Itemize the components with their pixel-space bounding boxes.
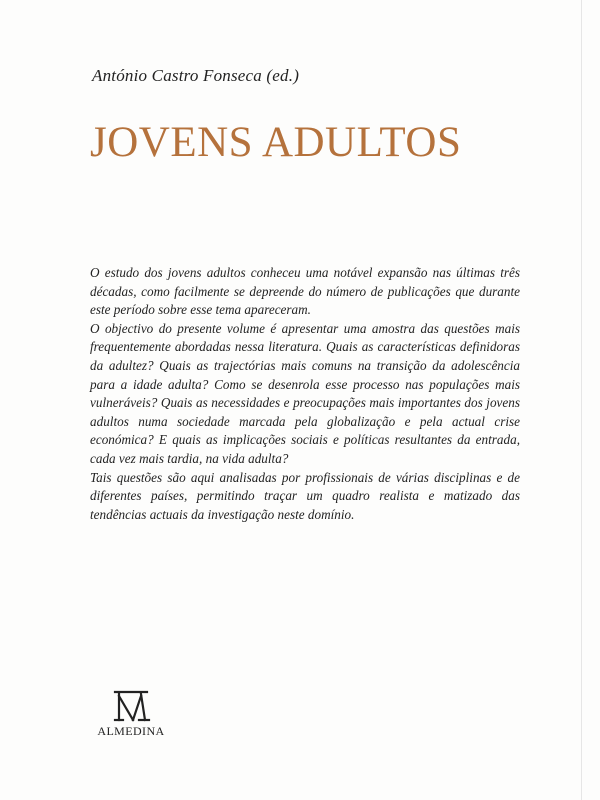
blurb-paragraph-2: O objectivo do presente volume é apresentar uma amostra das questões mais frequentemente abordadas nessa literatura. Quais as características definidoras da adultez? Quais as trajectórias mais comuns na transição da adolescência para a idade adulta? Como se desenrola esse processo nas populações mais vulneráveis? Quais as necessidades e preocupações mais importantes dos jovens adultos numa sociedade marcada pela globalização e pela actual crise económica? E quais as implicações sociais e políticas resultantes da entrada, cada vez mais tardia, na vida adulta?: [90, 320, 520, 466]
publisher-logo: [90, 690, 172, 739]
page-edge-line: [581, 0, 582, 800]
publisher-name: ALMEDINA: [97, 724, 165, 738]
blurb-text: [90, 264, 520, 524]
author-line: António Castro Fonseca (ed.): [92, 66, 300, 85]
blurb-paragraph-1: O estudo dos jovens adultos conheceu uma notável expansão nas últimas três décadas, como facilmente se depreende do número de publicações que durante este período sobre esse tema apareceram.: [90, 265, 520, 318]
blurb-paragraph-3: Tais questões são aqui analisadas por profissionais de várias disciplinas e de diferentes países, permitindo traçar um quadro realista e matizado das tendências actuais da investigação neste domínio.: [90, 469, 520, 522]
almedina-logo-icon: [111, 690, 151, 722]
book-title: JOVENS ADULTOS: [90, 119, 462, 166]
